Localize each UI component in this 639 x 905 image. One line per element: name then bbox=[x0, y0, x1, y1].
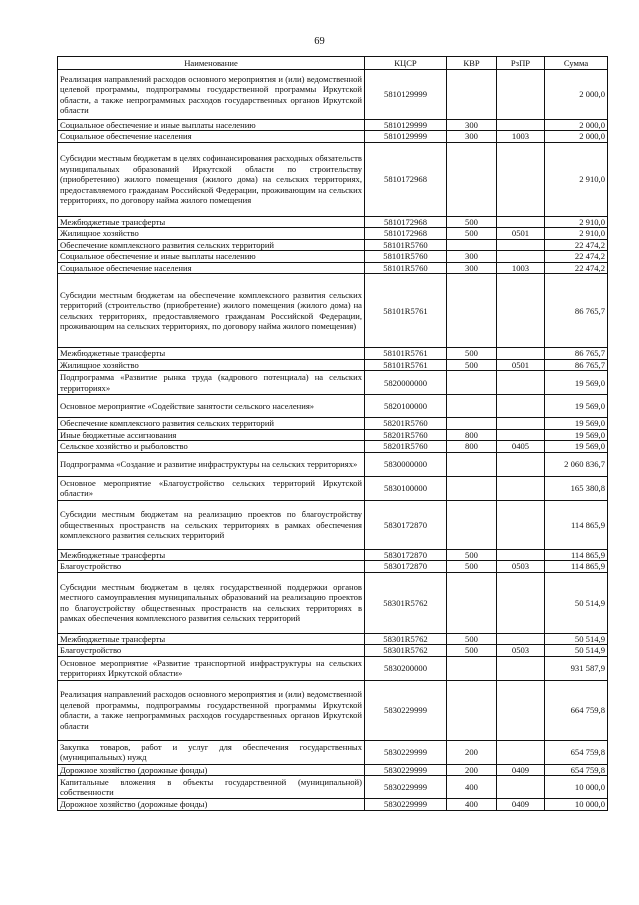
row-rzpr-cell: 0503 bbox=[497, 645, 545, 656]
row-rzpr-cell bbox=[497, 776, 545, 799]
table-row bbox=[58, 418, 608, 429]
table-row bbox=[58, 764, 608, 775]
row-sum-cell: 50 514,9 bbox=[545, 633, 608, 644]
row-rzpr-cell bbox=[497, 476, 545, 500]
row-code-cell: 5820100000 bbox=[365, 395, 447, 418]
row-code-cell: 58101R5760 bbox=[365, 251, 447, 262]
table-row bbox=[58, 476, 608, 500]
row-sum-cell: 654 759,8 bbox=[545, 764, 608, 775]
row-name-cell: Субсидии местным бюджетам в целях софинансирования расходных обязательств муниципальных образований Иркутской области по строительству (приобретению) жилого помещения (жилого дома) на сельских территориях, предоставляемого гражданам Российской Федерации, проживающим на сельских территориях, по договору найма жилого помещения bbox=[58, 142, 365, 216]
row-kvr-cell: 500 bbox=[447, 549, 497, 560]
row-rzpr-cell bbox=[497, 70, 545, 120]
row-rzpr-cell bbox=[497, 452, 545, 476]
row-code-cell: 58301R5762 bbox=[365, 572, 447, 633]
row-name-cell: Социальное обеспечение и иные выплаты населению bbox=[58, 251, 365, 262]
row-code-cell: 5810129999 bbox=[365, 120, 447, 131]
row-kvr-cell: 500 bbox=[447, 645, 497, 656]
row-kvr-cell: 300 bbox=[447, 120, 497, 131]
row-name-cell: Социальное обеспечение населения bbox=[58, 262, 365, 273]
row-sum-cell: 2 000,0 bbox=[545, 120, 608, 131]
row-rzpr-cell bbox=[497, 740, 545, 764]
table-row bbox=[58, 359, 608, 370]
row-code-cell: 5830200000 bbox=[365, 656, 447, 680]
row-kvr-cell: 500 bbox=[447, 561, 497, 572]
row-kvr-cell bbox=[447, 418, 497, 429]
row-name-cell: Реализация направлений расходов основного мероприятия и (или) ведомственной целевой программы, подпрограммы государственной программы Иркутской области, а также непрограммных расходов государственных органов Иркутской области bbox=[58, 70, 365, 120]
row-kvr-cell bbox=[447, 371, 497, 395]
row-name-cell: Подпрограмма «Развитие рынка труда (кадрового потенциала) на сельских территориях» bbox=[58, 371, 365, 395]
row-code-cell: 58201R5760 bbox=[365, 429, 447, 440]
row-name-cell: Жилищное хозяйство bbox=[58, 228, 365, 239]
row-code-cell: 5830229999 bbox=[365, 680, 447, 740]
row-sum-cell: 19 569,0 bbox=[545, 441, 608, 452]
row-sum-cell: 10 000,0 bbox=[545, 776, 608, 799]
row-sum-cell: 2 910,0 bbox=[545, 142, 608, 216]
row-name-cell: Благоустройство bbox=[58, 561, 365, 572]
row-rzpr-cell bbox=[497, 274, 545, 348]
row-sum-cell: 10 000,0 bbox=[545, 799, 608, 810]
row-code-cell: 5830100000 bbox=[365, 476, 447, 500]
row-name-cell: Межбюджетные трансферты bbox=[58, 216, 365, 227]
table-row bbox=[58, 262, 608, 273]
row-rzpr-cell bbox=[497, 572, 545, 633]
table-row bbox=[58, 70, 608, 120]
row-code-cell: 5820000000 bbox=[365, 371, 447, 395]
row-code-cell: 5830229999 bbox=[365, 764, 447, 775]
table-row bbox=[58, 549, 608, 560]
table-row bbox=[58, 131, 608, 142]
row-code-cell: 58101R5761 bbox=[365, 359, 447, 370]
row-name-cell: Реализация направлений расходов основного мероприятия и (или) ведомственной целевой программы, подпрограммы государственной программы Иркутской области, а также непрограммных расходов государственных органов Иркутской области bbox=[58, 680, 365, 740]
row-name-cell: Основное мероприятие «Содействие занятости сельского населения» bbox=[58, 395, 365, 418]
row-code-cell: 58101R5760 bbox=[365, 239, 447, 250]
row-kvr-cell: 500 bbox=[447, 216, 497, 227]
row-code-cell: 58201R5760 bbox=[365, 441, 447, 452]
row-name-cell: Капитальные вложения в объекты государственной (муниципальной) собственности bbox=[58, 776, 365, 799]
row-name-cell: Обеспечение комплексного развития сельских территорий bbox=[58, 418, 365, 429]
row-code-cell: 5830000000 bbox=[365, 452, 447, 476]
table-row bbox=[58, 740, 608, 764]
row-name-cell: Жилищное хозяйство bbox=[58, 359, 365, 370]
row-rzpr-cell bbox=[497, 348, 545, 359]
row-sum-cell: 165 380,8 bbox=[545, 476, 608, 500]
table-row bbox=[58, 228, 608, 239]
row-rzpr-cell bbox=[497, 549, 545, 560]
row-rzpr-cell: 0501 bbox=[497, 359, 545, 370]
row-sum-cell: 654 759,8 bbox=[545, 740, 608, 764]
row-name-cell: Социальное обеспечение и иные выплаты населению bbox=[58, 120, 365, 131]
row-rzpr-cell: 0409 bbox=[497, 764, 545, 775]
row-code-cell: 58101R5761 bbox=[365, 348, 447, 359]
table-row bbox=[58, 395, 608, 418]
row-sum-cell: 22 474,2 bbox=[545, 262, 608, 273]
row-code-cell: 5830172870 bbox=[365, 561, 447, 572]
table-header-row bbox=[58, 57, 608, 70]
row-name-cell: Субсидии местным бюджетам на обеспечение комплексного развития сельских территорий (строительство (приобретение) жилого помещения (жилого дома) на сельских территориях, предоставляемого гражданам Российской Федерации, проживающим на сельских территориях, по договору найма жилого помещения) bbox=[58, 274, 365, 348]
row-sum-cell: 2 060 836,7 bbox=[545, 452, 608, 476]
table-row bbox=[58, 348, 608, 359]
row-rzpr-cell bbox=[497, 656, 545, 680]
row-name-cell: Субсидии местным бюджетам в целях государственной поддержки органов местного самоуправления муниципальных образований на реализацию проектов по благоустройству общественных пространств на сельских территориях в рамках обеспечения комплексного развития сельских территорий bbox=[58, 572, 365, 633]
row-rzpr-cell bbox=[497, 142, 545, 216]
header-rzpr: РзПР bbox=[497, 57, 545, 70]
row-name-cell: Субсидии местным бюджетам на реализацию проектов по благоустройству общественных пространств на сельских территориях в рамках обеспечения комплексного развития сельских территорий bbox=[58, 500, 365, 549]
row-name-cell: Межбюджетные трансферты bbox=[58, 633, 365, 644]
table-row bbox=[58, 142, 608, 216]
table-row bbox=[58, 500, 608, 549]
row-sum-cell: 86 765,7 bbox=[545, 274, 608, 348]
row-kvr-cell bbox=[447, 572, 497, 633]
row-code-cell: 58301R5762 bbox=[365, 645, 447, 656]
row-code-cell: 5830172870 bbox=[365, 549, 447, 560]
row-sum-cell: 19 569,0 bbox=[545, 429, 608, 440]
row-kvr-cell: 300 bbox=[447, 262, 497, 273]
row-kvr-cell: 400 bbox=[447, 776, 497, 799]
row-name-cell: Межбюджетные трансферты bbox=[58, 348, 365, 359]
row-code-cell: 58101R5760 bbox=[365, 262, 447, 273]
row-rzpr-cell bbox=[497, 395, 545, 418]
table-row bbox=[58, 120, 608, 131]
row-name-cell: Дорожное хозяйство (дорожные фонды) bbox=[58, 799, 365, 810]
row-kvr-cell: 300 bbox=[447, 251, 497, 262]
row-rzpr-cell bbox=[497, 371, 545, 395]
table-row bbox=[58, 251, 608, 262]
row-rzpr-cell bbox=[497, 120, 545, 131]
row-sum-cell: 2 910,0 bbox=[545, 228, 608, 239]
row-kvr-cell: 500 bbox=[447, 633, 497, 644]
row-code-cell: 58201R5760 bbox=[365, 418, 447, 429]
table-row bbox=[58, 561, 608, 572]
row-rzpr-cell: 0405 bbox=[497, 441, 545, 452]
row-sum-cell: 114 865,9 bbox=[545, 549, 608, 560]
table-row bbox=[58, 274, 608, 348]
row-sum-cell: 50 514,9 bbox=[545, 645, 608, 656]
row-sum-cell: 114 865,9 bbox=[545, 561, 608, 572]
row-rzpr-cell bbox=[497, 251, 545, 262]
row-kvr-cell bbox=[447, 274, 497, 348]
row-rzpr-cell bbox=[497, 418, 545, 429]
row-sum-cell: 664 759,8 bbox=[545, 680, 608, 740]
table-row bbox=[58, 776, 608, 799]
row-sum-cell: 50 514,9 bbox=[545, 572, 608, 633]
row-kvr-cell: 200 bbox=[447, 740, 497, 764]
row-sum-cell: 19 569,0 bbox=[545, 371, 608, 395]
row-code-cell: 5810129999 bbox=[365, 70, 447, 120]
row-code-cell: 5810172968 bbox=[365, 216, 447, 227]
row-kvr-cell: 800 bbox=[447, 429, 497, 440]
row-code-cell: 5810129999 bbox=[365, 131, 447, 142]
table-row bbox=[58, 216, 608, 227]
table-row bbox=[58, 441, 608, 452]
row-name-cell: Закупка товаров, работ и услуг для обеспечения государственных (муниципальных) нужд bbox=[58, 740, 365, 764]
row-name-cell: Благоустройство bbox=[58, 645, 365, 656]
budget-table bbox=[57, 56, 608, 811]
row-code-cell: 5830229999 bbox=[365, 740, 447, 764]
row-sum-cell: 19 569,0 bbox=[545, 418, 608, 429]
row-kvr-cell bbox=[447, 656, 497, 680]
row-kvr-cell bbox=[447, 680, 497, 740]
row-kvr-cell bbox=[447, 70, 497, 120]
table-row bbox=[58, 633, 608, 644]
table-row bbox=[58, 645, 608, 656]
row-rzpr-cell bbox=[497, 680, 545, 740]
row-rzpr-cell: 0503 bbox=[497, 561, 545, 572]
row-rzpr-cell bbox=[497, 500, 545, 549]
row-rzpr-cell bbox=[497, 216, 545, 227]
row-rzpr-cell: 1003 bbox=[497, 262, 545, 273]
table-row bbox=[58, 239, 608, 250]
row-kvr-cell bbox=[447, 395, 497, 418]
table-row bbox=[58, 452, 608, 476]
row-sum-cell: 22 474,2 bbox=[545, 239, 608, 250]
row-rzpr-cell: 0501 bbox=[497, 228, 545, 239]
header-kvr: КВР bbox=[447, 57, 497, 70]
table-row bbox=[58, 371, 608, 395]
row-code-cell: 5810172968 bbox=[365, 142, 447, 216]
table-row bbox=[58, 680, 608, 740]
row-rzpr-cell: 0409 bbox=[497, 799, 545, 810]
row-name-cell: Сельское хозяйство и рыболовство bbox=[58, 441, 365, 452]
row-sum-cell: 931 587,9 bbox=[545, 656, 608, 680]
row-code-cell: 5830229999 bbox=[365, 799, 447, 810]
row-code-cell: 5830229999 bbox=[365, 776, 447, 799]
row-kvr-cell: 300 bbox=[447, 131, 497, 142]
row-kvr-cell: 500 bbox=[447, 359, 497, 370]
table-row bbox=[58, 572, 608, 633]
row-name-cell: Основное мероприятие «Благоустройство сельских территорий Иркутской области» bbox=[58, 476, 365, 500]
row-kvr-cell bbox=[447, 452, 497, 476]
row-sum-cell: 2 910,0 bbox=[545, 216, 608, 227]
table-body bbox=[58, 70, 608, 811]
page-number: 69 bbox=[314, 36, 325, 47]
row-sum-cell: 86 765,7 bbox=[545, 348, 608, 359]
row-kvr-cell: 500 bbox=[447, 348, 497, 359]
row-name-cell: Иные бюджетные ассигнования bbox=[58, 429, 365, 440]
row-sum-cell: 19 569,0 bbox=[545, 395, 608, 418]
row-sum-cell: 114 865,9 bbox=[545, 500, 608, 549]
row-kvr-cell bbox=[447, 476, 497, 500]
row-code-cell: 58301R5762 bbox=[365, 633, 447, 644]
row-rzpr-cell bbox=[497, 429, 545, 440]
row-name-cell: Межбюджетные трансферты bbox=[58, 549, 365, 560]
table-row bbox=[58, 429, 608, 440]
row-kvr-cell: 400 bbox=[447, 799, 497, 810]
row-code-cell: 58101R5761 bbox=[365, 274, 447, 348]
row-name-cell: Дорожное хозяйство (дорожные фонды) bbox=[58, 764, 365, 775]
row-kvr-cell: 200 bbox=[447, 764, 497, 775]
row-kvr-cell: 800 bbox=[447, 441, 497, 452]
row-sum-cell: 2 000,0 bbox=[545, 70, 608, 120]
row-rzpr-cell bbox=[497, 633, 545, 644]
row-name-cell: Обеспечение комплексного развития сельских территорий bbox=[58, 239, 365, 250]
row-kvr-cell bbox=[447, 239, 497, 250]
row-sum-cell: 2 000,0 bbox=[545, 131, 608, 142]
header-name: Наименование bbox=[58, 57, 365, 70]
row-name-cell: Социальное обеспечение населения bbox=[58, 131, 365, 142]
row-rzpr-cell bbox=[497, 239, 545, 250]
row-kvr-cell bbox=[447, 142, 497, 216]
row-rzpr-cell: 1003 bbox=[497, 131, 545, 142]
row-kvr-cell: 500 bbox=[447, 228, 497, 239]
row-name-cell: Подпрограмма «Создание и развитие инфраструктуры на сельских территориях» bbox=[58, 452, 365, 476]
row-sum-cell: 86 765,7 bbox=[545, 359, 608, 370]
row-sum-cell: 22 474,2 bbox=[545, 251, 608, 262]
row-kvr-cell bbox=[447, 500, 497, 549]
header-code: КЦСР bbox=[365, 57, 447, 70]
row-code-cell: 5810172968 bbox=[365, 228, 447, 239]
row-code-cell: 5830172870 bbox=[365, 500, 447, 549]
table-row bbox=[58, 656, 608, 680]
table-row bbox=[58, 799, 608, 810]
header-sum: Сумма bbox=[545, 57, 608, 70]
row-name-cell: Основное мероприятие «Развитие транспортной инфраструктуры на сельских территориях Иркутской области» bbox=[58, 656, 365, 680]
